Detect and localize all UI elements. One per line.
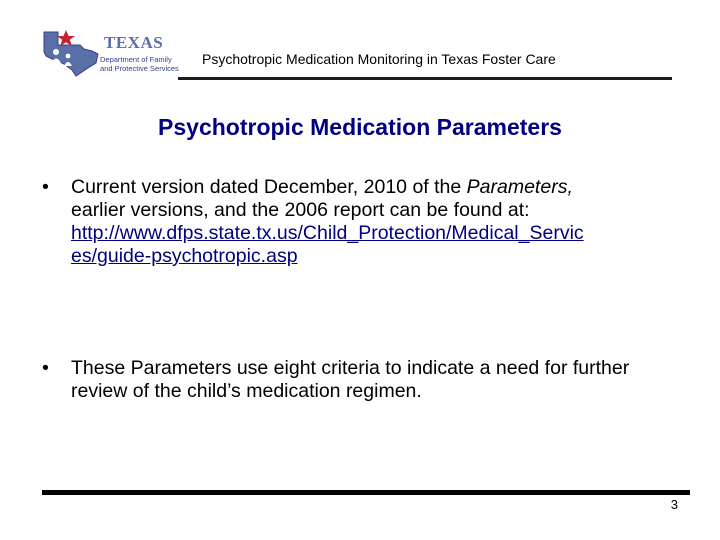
header-divider [178,77,672,80]
logo-wordmark: TEXAS [104,33,164,52]
logo-subtitle-line-1: Department of Family [100,55,172,64]
bullet-line: earlier versions, and the 2006 report can be found at: [71,199,530,221]
parameters-link[interactable]: http://www.dfps.state.tx.us/Child_Protection/Medical_Servic es/guide-psychotropic.asp [71,222,584,267]
texas-state-icon [42,30,102,78]
parameters-italic: Parameters, [466,176,573,198]
footer-divider [42,490,690,495]
bullet-dot-icon: • [42,357,49,379]
bullet-line: Current version dated December, 2010 of the Parameters, [71,176,573,198]
bullet-text: These Parameters use eight criteria to indicate a need for further review of the child’s medication regimen. [71,357,630,402]
bullet-text [71,176,682,268]
logo-subtitle-line-2: and Protective Services [100,64,179,73]
page-number: 3 [670,497,678,512]
bullet-dot-icon: • [42,176,49,198]
slide-title: Psychotropic Medication Parameters [158,114,562,140]
bullet-item-1 [42,176,682,268]
bullet-item-2 [42,357,682,403]
dfps-logo [42,30,182,78]
header-title: Psychotropic Medication Monitoring in Texas Foster Care [202,51,556,67]
